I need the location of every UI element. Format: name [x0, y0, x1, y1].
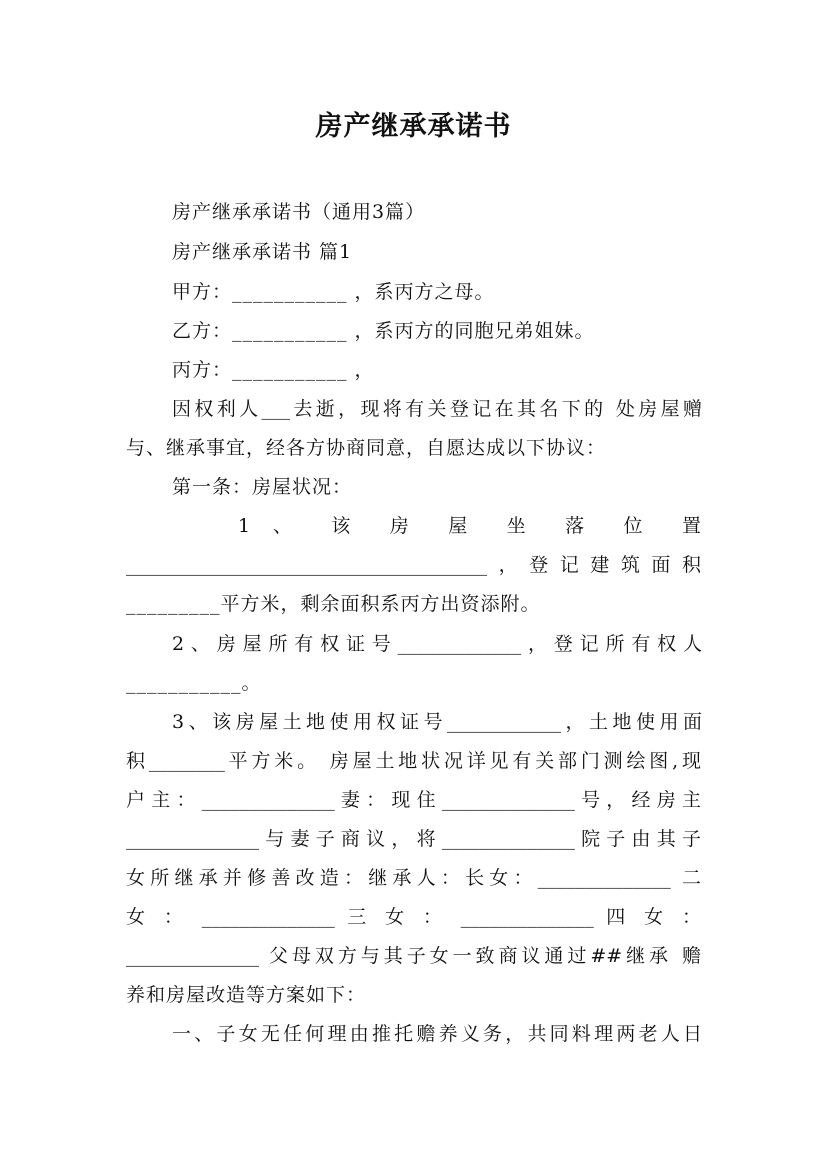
doc-line: _________平方米，剩余面积系丙方出资添附。 — [126, 593, 541, 615]
doc-line: 女所继承并修善改造：继承人：长女：______________ 二 — [126, 867, 701, 889]
doc-line: 一、子女无任何理由推托赡养义务，共同料理两老人日 — [172, 1023, 702, 1045]
doc-line: ______________________________________，登记建筑面积 — [126, 554, 701, 576]
doc-line: 女 ： ______________ 三 女 ： ______________ 四 女 ： — [126, 906, 701, 928]
doc-line: 3、该房屋土地使用权证号____________，土地使用面 — [172, 711, 702, 733]
doc-line: 甲方：___________ ，系丙方之母。 — [172, 281, 495, 303]
doc-line: 房产继承承诺书（通用3篇） — [172, 201, 426, 223]
doc-line: 1 、 该 房 屋 坐 落 位 置 — [238, 515, 701, 537]
doc-line: 户主：______________妻：现住______________号，经房主 — [126, 789, 701, 811]
doc-line: 与、继承事宜，经各方协商同意，自愿达成以下协议： — [126, 437, 607, 459]
doc-line: 丙方：___________ ， — [172, 359, 375, 381]
doc-line: 第一条：房屋状况： — [172, 476, 353, 498]
doc-line: 养和房屋改造等方案如下： — [126, 984, 367, 1006]
doc-line: 2、房屋所有权证号_____________，登记所有权人 — [172, 633, 702, 655]
doc-line: ______________与妻子商议，将______________院子由其子 — [126, 828, 701, 850]
doc-line: 因权利人___去逝，现将有关登记在其名下的 处房屋赠 — [172, 398, 702, 420]
doc-line: 积________平方米。 房屋土地状况详见有关部门测绘图,现 — [126, 750, 701, 772]
doc-line: ___________。 — [126, 672, 262, 694]
doc-line: 乙方：___________ ，系丙方的同胞兄弟姐妹。 — [172, 320, 595, 342]
doc-line: ______________ 父母双方与其子女一致商议通过##继承 赡 — [126, 945, 701, 967]
page-title: 房产继承承诺书 — [315, 111, 512, 142]
doc-line: 房产继承承诺书 篇1 — [172, 241, 353, 263]
